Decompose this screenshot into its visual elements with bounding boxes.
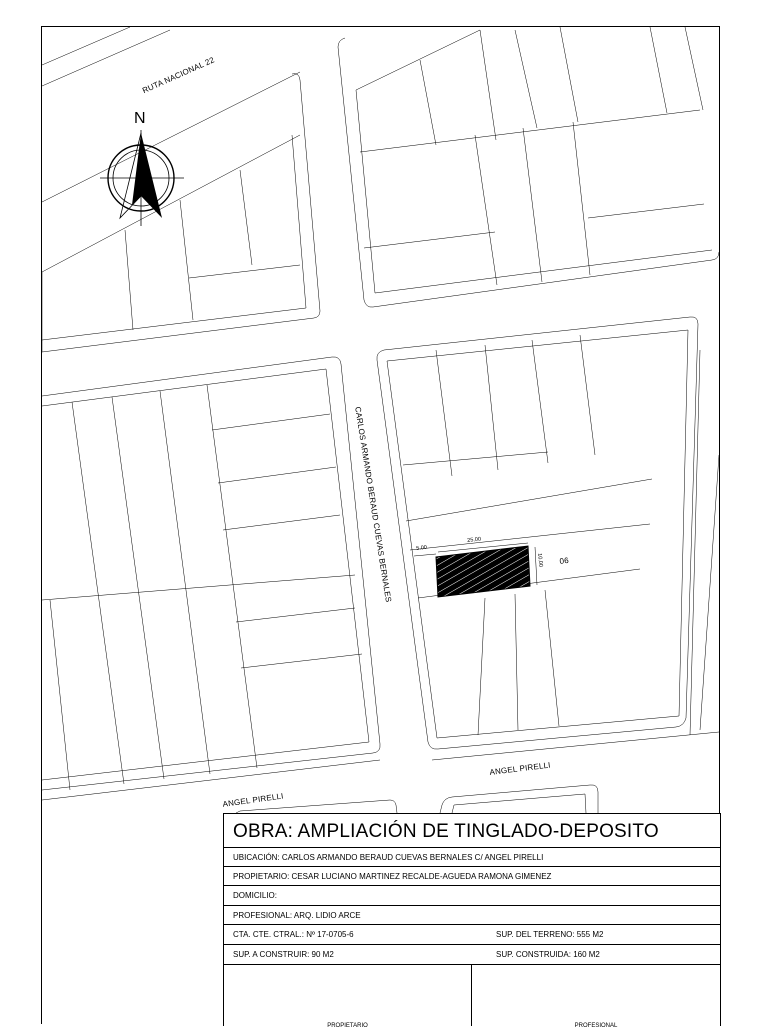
signature-box-profesional	[472, 965, 720, 1029]
street-label-angel-pirelli-left: ANGEL PIRELLI	[222, 791, 285, 809]
north-label: N	[134, 110, 146, 127]
propietario-row	[224, 867, 720, 886]
title-block	[223, 813, 721, 1029]
obra-title: OBRA: AMPLIACIÓN DE TINGLADO-DEPOSITO	[233, 821, 659, 842]
street-label-carlos-beraud: CARLOS ARMANDO BERAUD CUEVAS BERNALES	[353, 406, 393, 603]
street-label-ruta-nacional: RUTA NACIONAL 22	[141, 55, 216, 96]
cuenta-row	[224, 925, 720, 945]
street-label-angel-pirelli-right: ANGEL PIRELLI	[489, 760, 552, 777]
dimension-length: 25.00	[467, 536, 482, 544]
domicilio-text: DOMICILIO:	[233, 891, 278, 900]
propietario-text: PROPIETARIO: CESAR LUCIANO MARTINEZ RECALDE-AGUEDA RAMONA GIMENEZ	[233, 872, 552, 881]
dimension-width: 10.00	[536, 553, 544, 568]
sup-construida-text: SUP. CONSTRUIDA: 160 M2	[496, 950, 600, 959]
signature-box-propietario	[224, 965, 472, 1029]
building-footprint	[436, 546, 530, 597]
cta-cte-text: CTA. CTE. CTRAL.: Nº 17-0705-6	[233, 930, 354, 939]
dimension-front: 5.00	[416, 544, 428, 552]
profesional-row	[224, 906, 720, 925]
signature-label-profesional: PROFESIONAL	[574, 1023, 618, 1029]
profesional-text: PROFESIONAL: ARQ. LIDIO ARCE	[233, 911, 361, 920]
title-row	[224, 814, 720, 848]
sup-construir-text: SUP. A CONSTRUIR: 90 M2	[233, 950, 334, 959]
sup-terreno-text: SUP. DEL TERRENO: 555 M2	[496, 930, 604, 939]
ubicacion-text: UBICACIÓN: CARLOS ARMANDO BERAUD CUEVAS BERNALES C/ ANGEL PIRELLI	[233, 853, 544, 862]
north-arrow-icon	[100, 130, 184, 226]
domicilio-row	[224, 886, 720, 906]
ubicacion-row	[224, 848, 720, 867]
lot-number: 06	[559, 555, 570, 566]
signature-label-propietario: PROPIETARIO	[327, 1023, 368, 1029]
superficie-row	[224, 945, 720, 965]
